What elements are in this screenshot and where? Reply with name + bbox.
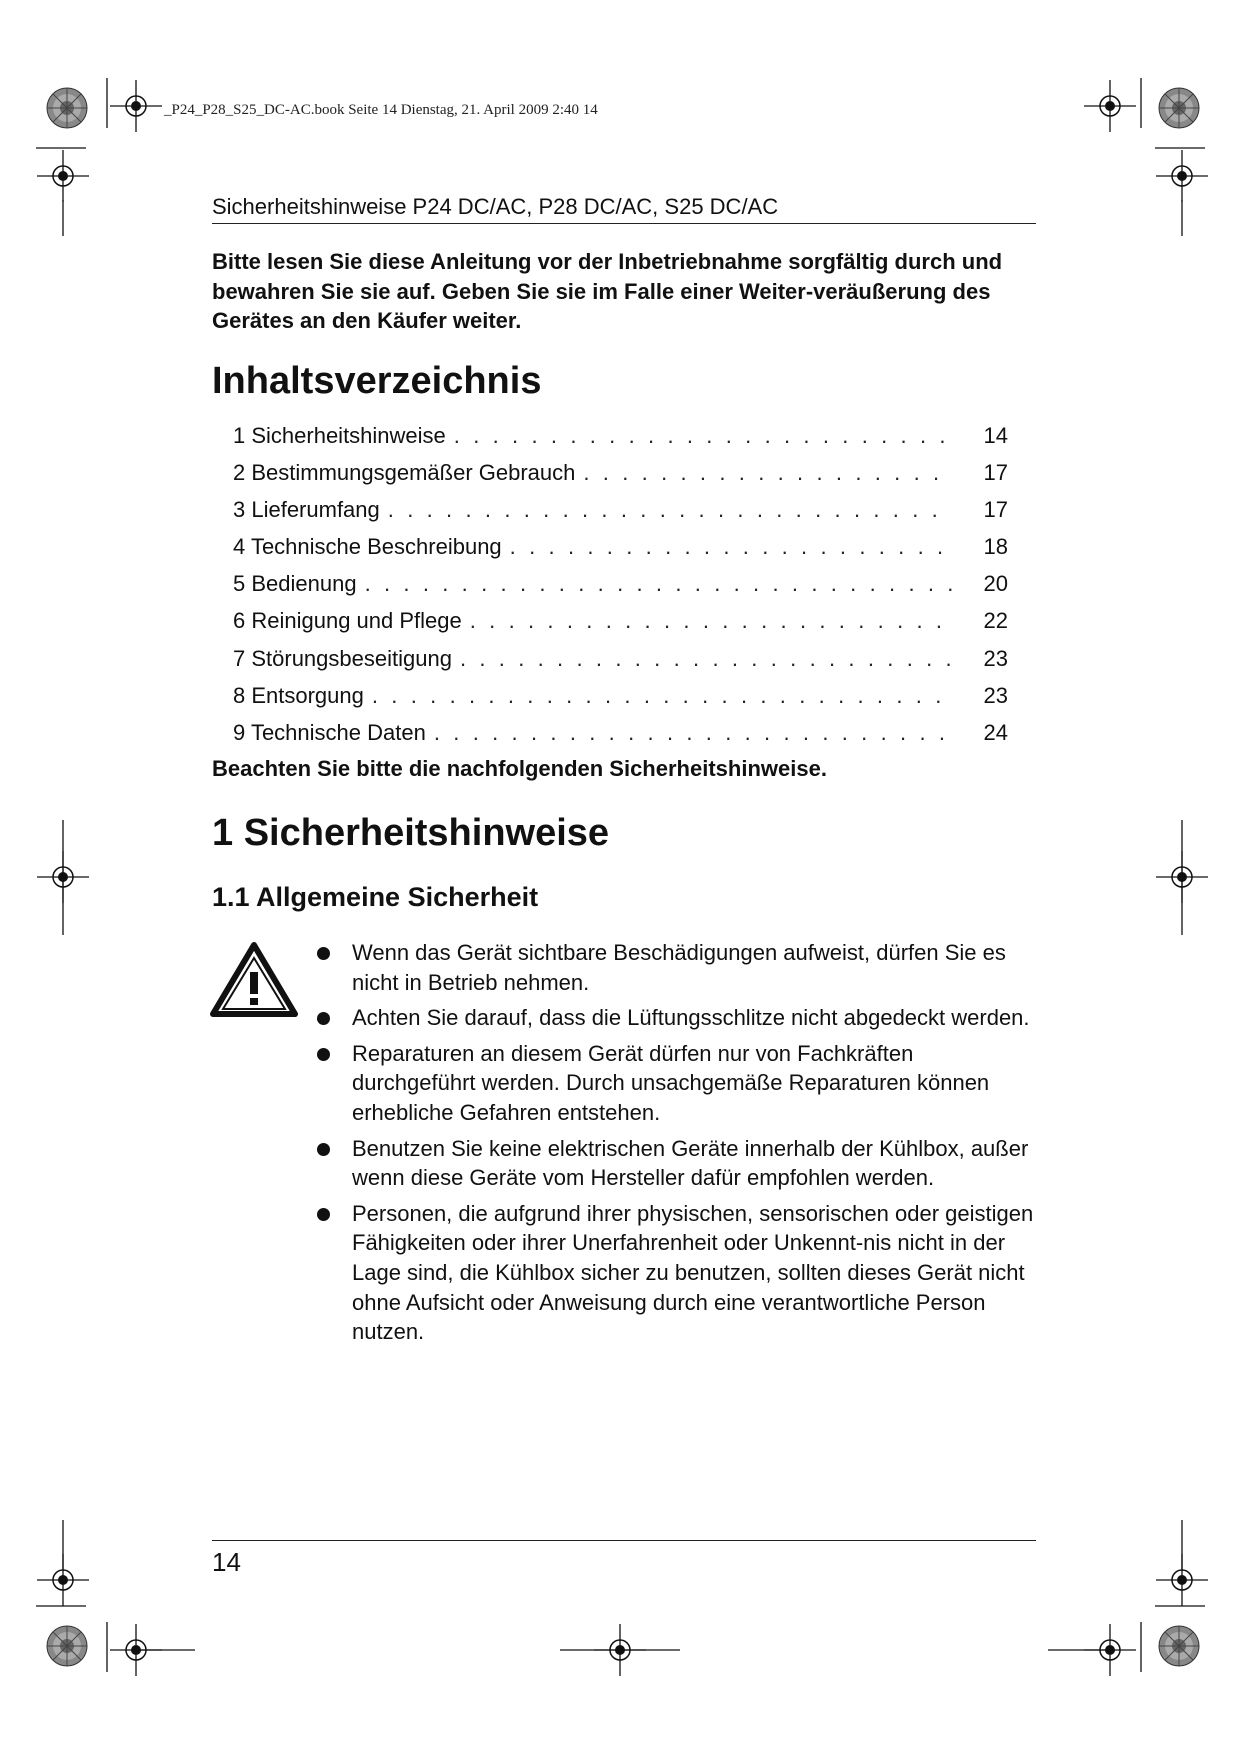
list-item [310,1134,1040,1193]
toc-entry[interactable] [233,532,1008,569]
toc-leader [388,495,953,525]
list-item [310,1039,1040,1128]
toc-entry[interactable] [233,421,1008,458]
bullet-icon [317,1143,330,1156]
registration-mark-icon [110,80,162,132]
toc-entry-title: 1 Sicherheitshinweise [233,423,446,448]
toc-entry-page: 23 [983,682,1008,708]
toc-entry-page: 17 [983,497,1008,523]
warning-triangle-icon [210,942,298,1018]
toc-leader [460,644,953,674]
toc-entry-page: 18 [983,534,1008,560]
toc-entry[interactable] [233,644,1008,681]
list-item-text: Wenn das Gerät sichtbare Beschädigungen aufweist, dürfen Sie es nicht in Betrieb nehmen. [352,940,1006,995]
registration-mark-icon [1156,150,1208,202]
bullet-icon [317,1012,330,1025]
toc-entry[interactable] [233,718,1008,755]
toc-leader [434,718,953,748]
bullet-icon [317,1048,330,1061]
bullet-icon [317,947,330,960]
registration-mark-icon [1084,80,1136,132]
toc-entry-page: 14 [983,423,1008,448]
registration-mark-icon [37,1554,89,1606]
page-number: 14 [212,1547,241,1577]
list-item-text: Benutzen Sie keine elektrischen Geräte innerhalb der Kühlbox, außer wenn diese Geräte vom Hersteller dafür empfohlen werden. [352,1135,1029,1191]
toc-entry-title: 8 Entsorgung [233,682,364,708]
registration-mark-icon [37,150,89,202]
toc-entry[interactable] [233,606,1008,643]
toc-entry-title: 5 Bedienung [233,571,357,597]
toc-entry-title: 9 Technische Daten [233,719,426,745]
toc-entry-title: 2 Bestimmungsgemäßer Gebrauch [233,460,576,486]
list-item-text: Personen, die aufgrund ihrer physischen, sensorischen oder geistigen Fähigkeiten oder ihrer Unerfahrenheit oder Unkennt-nis nicht in der Lage sind, die Kühlbox sicher zu benutzen, sollten dieses Gerät nicht ohne Aufsicht oder Anweisung durch eine verantwortliche Person nutzen. [352,1200,1034,1345]
toc-heading: Inhaltsverzeichnis [212,360,542,402]
table-of-contents [233,421,1008,755]
running-head: Sicherheitshinweise P24 DC/AC, P28 DC/AC, S25 DC/AC [212,194,1036,224]
toc-entry-title: 6 Reinigung und Pflege [233,608,462,634]
list-item [310,1003,1040,1033]
toc-entry-page: 24 [983,719,1008,745]
toc-entry-title: 7 Störungsbeseitigung [233,645,452,671]
list-item-text: Achten Sie darauf, dass die Lüftungsschlitze nicht abgedeckt werden. [352,1005,1030,1031]
print-header: _P24_P28_S25_DC-AC.book Seite 14 Dienstag, 21. April 2009 2:40 14 [164,102,598,118]
toc-entry-title: 4 Technische Beschreibung [233,534,502,560]
color-wheel-icon [47,88,87,128]
toc-leader [470,606,953,636]
toc-entry-page: 20 [983,571,1008,597]
toc-entry[interactable] [233,681,1008,718]
color-wheel-icon [1159,88,1199,128]
registration-mark-icon [1156,1554,1208,1606]
color-wheel-icon [47,1626,87,1666]
list-item [310,938,1040,997]
subsection-heading: 1.1 Allgemeine Sicherheit [212,882,539,912]
safety-notice: Beachten Sie bitte die nachfolgenden Sicherheitshinweise. [212,756,827,781]
toc-entry[interactable] [233,495,1008,532]
list-item [310,1199,1040,1347]
safety-bullet-list [310,938,1040,1353]
toc-entry-page: 23 [983,645,1008,671]
bullet-icon [317,1208,330,1221]
toc-leader [454,421,953,451]
toc-entry-page: 22 [983,608,1008,634]
list-item-text: Reparaturen an diesem Gerät dürfen nur von Fachkräften durchgeführt werden. Durch unsachgemäße Reparaturen können erhebliche Gefahren entstehen. [352,1040,990,1125]
intro-paragraph: Bitte lesen Sie diese Anleitung vor der Inbetriebnahme sorgfältig durch und bewahren Sie sie auf. Geben Sie sie im Falle einer Weiter-veräußerung des Gerätes an den Käufer weiter. [212,249,1003,333]
toc-entry[interactable] [233,458,1008,495]
toc-entry[interactable] [233,569,1008,606]
color-wheel-icon [1159,1626,1199,1666]
toc-entry-page: 17 [983,460,1008,486]
toc-leader [365,569,953,599]
toc-leader [510,532,953,562]
toc-leader [583,458,953,488]
footer-rule [212,1540,1036,1541]
toc-leader [372,681,953,711]
toc-entry-title: 3 Lieferumfang [233,497,380,523]
registration-mark-icon [1156,851,1208,903]
section-heading: 1 Sicherheitshinweise [212,812,610,854]
registration-mark-icon [37,851,89,903]
